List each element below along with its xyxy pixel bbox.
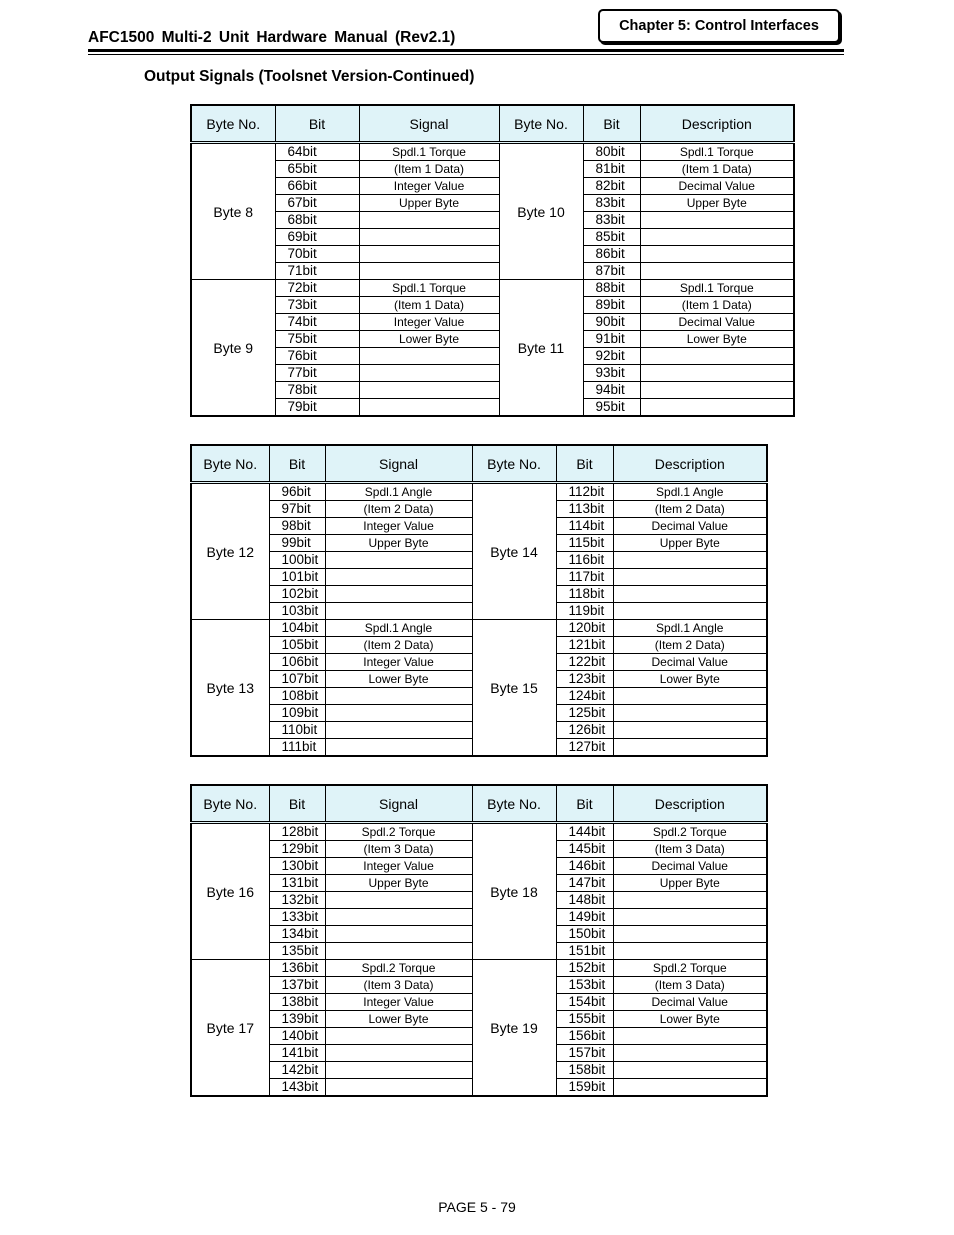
description-cell (640, 348, 794, 365)
description-cell (613, 909, 767, 926)
header-rule-thin (88, 54, 844, 55)
bit-cell: 121bit (556, 637, 613, 654)
bit-cell: 94bit (583, 382, 640, 399)
signal-cell: (Item 2 Data) (325, 637, 472, 654)
description-cell: Spdl.2 Torque (613, 960, 767, 977)
column-header: Description (613, 445, 767, 483)
signal-cell (325, 688, 472, 705)
bit-cell: 118bit (556, 586, 613, 603)
bit-cell: 138bit (269, 994, 325, 1011)
bit-cell: 109bit (269, 705, 325, 722)
bit-cell: 140bit (269, 1028, 325, 1045)
bit-cell: 97bit (269, 501, 325, 518)
column-header: Bit (269, 445, 325, 483)
bit-cell: 157bit (556, 1045, 613, 1062)
signal-cell (325, 1079, 472, 1097)
bit-cell: 149bit (556, 909, 613, 926)
signal-cell (325, 1045, 472, 1062)
byte-number-cell: Byte 16 (191, 823, 269, 960)
description-cell (613, 688, 767, 705)
bit-cell: 131bit (269, 875, 325, 892)
bit-cell: 150bit (556, 926, 613, 943)
table-row (191, 297, 794, 314)
bit-cell: 102bit (269, 586, 325, 603)
table-header-row (191, 445, 767, 483)
column-header: Byte No. (191, 445, 269, 483)
description-cell: (Item 2 Data) (613, 637, 767, 654)
bit-cell: 90bit (583, 314, 640, 331)
bit-cell: 74bit (275, 314, 359, 331)
column-header: Signal (325, 445, 472, 483)
description-cell (640, 365, 794, 382)
column-header: Bit (583, 105, 640, 143)
column-header: Signal (359, 105, 499, 143)
signal-cell: Upper Byte (325, 535, 472, 552)
description-cell (640, 212, 794, 229)
table-row (191, 143, 794, 161)
description-cell: Decimal Value (640, 178, 794, 195)
signal-cell (325, 943, 472, 960)
signal-cell: Upper Byte (359, 195, 499, 212)
bit-cell: 144bit (556, 823, 613, 841)
description-cell: (Item 1 Data) (640, 297, 794, 314)
signal-cell (325, 909, 472, 926)
bit-cell: 128bit (269, 823, 325, 841)
bit-cell: 158bit (556, 1062, 613, 1079)
bit-cell: 123bit (556, 671, 613, 688)
signal-cell: Integer Value (325, 858, 472, 875)
bit-cell: 122bit (556, 654, 613, 671)
table-row (191, 229, 794, 246)
bit-cell: 108bit (269, 688, 325, 705)
signal-cell: Spdl.1 Angle (325, 483, 472, 501)
byte-number-cell: Byte 9 (191, 280, 275, 417)
description-cell: Spdl.2 Torque (613, 823, 767, 841)
description-cell (640, 229, 794, 246)
signal-cell (359, 382, 499, 399)
description-cell: Decimal Value (613, 654, 767, 671)
signal-table (190, 784, 768, 1097)
bit-cell: 106bit (269, 654, 325, 671)
column-header: Bit (269, 785, 325, 823)
table-row (191, 620, 767, 637)
table-row (191, 365, 794, 382)
bit-cell: 82bit (583, 178, 640, 195)
description-cell (613, 892, 767, 909)
description-cell (613, 586, 767, 603)
description-cell (613, 603, 767, 620)
table-row (191, 823, 767, 841)
description-cell (640, 246, 794, 263)
bit-cell: 113bit (556, 501, 613, 518)
bit-cell: 133bit (269, 909, 325, 926)
signal-cell (325, 926, 472, 943)
description-cell (613, 552, 767, 569)
bit-cell: 146bit (556, 858, 613, 875)
bit-cell: 126bit (556, 722, 613, 739)
bit-cell: 88bit (583, 280, 640, 297)
bit-cell: 125bit (556, 705, 613, 722)
signal-cell (359, 399, 499, 417)
bit-cell: 117bit (556, 569, 613, 586)
signal-cell: (Item 1 Data) (359, 161, 499, 178)
bit-cell: 110bit (269, 722, 325, 739)
bit-cell: 100bit (269, 552, 325, 569)
bit-cell: 135bit (269, 943, 325, 960)
bit-cell: 96bit (269, 483, 325, 501)
signal-cell: Spdl.2 Torque (325, 823, 472, 841)
signal-table (190, 444, 768, 757)
bit-cell: 67bit (275, 195, 359, 212)
signal-cell: Upper Byte (325, 875, 472, 892)
table-row (191, 960, 767, 977)
page-number: PAGE 5 - 79 (438, 1199, 516, 1215)
byte-number-cell: Byte 19 (472, 960, 556, 1097)
bit-cell: 129bit (269, 841, 325, 858)
signal-cell (325, 1062, 472, 1079)
bit-cell: 134bit (269, 926, 325, 943)
column-header: Description (640, 105, 794, 143)
description-cell: Lower Byte (613, 1011, 767, 1028)
description-cell (613, 569, 767, 586)
byte-number-cell: Byte 18 (472, 823, 556, 960)
signal-cell (359, 229, 499, 246)
signal-cell (359, 365, 499, 382)
byte-number-cell: Byte 8 (191, 143, 275, 280)
description-cell (640, 382, 794, 399)
signal-cell (325, 722, 472, 739)
bit-cell: 127bit (556, 739, 613, 757)
signal-cell (325, 739, 472, 757)
table-row (191, 280, 794, 297)
chapter-label: Chapter 5: Control Interfaces (598, 9, 840, 43)
signal-cell (359, 246, 499, 263)
description-cell: (Item 2 Data) (613, 501, 767, 518)
column-header: Description (613, 785, 767, 823)
bit-cell: 153bit (556, 977, 613, 994)
document-title: AFC1500 Multi-2 Unit Hardware Manual (Rev2.1) (88, 29, 456, 46)
description-cell (640, 263, 794, 280)
column-header: Bit (275, 105, 359, 143)
description-cell (613, 1079, 767, 1097)
description-cell: Spdl.1 Torque (640, 280, 794, 297)
bit-cell: 89bit (583, 297, 640, 314)
description-cell: Upper Byte (613, 875, 767, 892)
bit-cell: 116bit (556, 552, 613, 569)
signal-cell: Spdl.1 Torque (359, 143, 499, 161)
bit-cell: 143bit (269, 1079, 325, 1097)
column-header: Byte No. (499, 105, 583, 143)
bit-cell: 85bit (583, 229, 640, 246)
bit-cell: 70bit (275, 246, 359, 263)
signal-cell (325, 569, 472, 586)
table-row (191, 331, 794, 348)
description-cell: (Item 3 Data) (613, 841, 767, 858)
bit-cell: 141bit (269, 1045, 325, 1062)
signal-cell: Integer Value (325, 518, 472, 535)
bit-cell: 147bit (556, 875, 613, 892)
bit-cell: 105bit (269, 637, 325, 654)
column-header: Signal (325, 785, 472, 823)
bit-cell: 72bit (275, 280, 359, 297)
description-cell: Spdl.1 Angle (613, 620, 767, 637)
bit-cell: 120bit (556, 620, 613, 637)
description-cell: Spdl.1 Torque (640, 143, 794, 161)
description-cell (613, 943, 767, 960)
table-header-row (191, 785, 767, 823)
signal-cell: Integer Value (325, 994, 472, 1011)
bit-cell: 79bit (275, 399, 359, 417)
byte-number-cell: Byte 12 (191, 483, 269, 620)
description-cell: Lower Byte (640, 331, 794, 348)
bit-cell: 156bit (556, 1028, 613, 1045)
bit-cell: 148bit (556, 892, 613, 909)
column-header: Byte No. (472, 785, 556, 823)
table-row (191, 178, 794, 195)
column-header: Bit (556, 445, 613, 483)
byte-number-cell: Byte 14 (472, 483, 556, 620)
signal-cell: (Item 1 Data) (359, 297, 499, 314)
bit-cell: 111bit (269, 739, 325, 757)
signal-cell: Lower Byte (359, 331, 499, 348)
bit-cell: 68bit (275, 212, 359, 229)
signal-cell (359, 212, 499, 229)
bit-cell: 151bit (556, 943, 613, 960)
bit-cell: 152bit (556, 960, 613, 977)
signal-cell: Lower Byte (325, 671, 472, 688)
table-row (191, 382, 794, 399)
description-cell: Spdl.1 Angle (613, 483, 767, 501)
bit-cell: 103bit (269, 603, 325, 620)
table-row (191, 399, 794, 417)
description-cell: Decimal Value (613, 518, 767, 535)
bit-cell: 119bit (556, 603, 613, 620)
bit-cell: 137bit (269, 977, 325, 994)
signal-cell (359, 263, 499, 280)
signal-cell: (Item 3 Data) (325, 977, 472, 994)
signal-table (190, 104, 795, 417)
signal-cell: Spdl.1 Torque (359, 280, 499, 297)
bit-cell: 130bit (269, 858, 325, 875)
description-cell (613, 739, 767, 757)
description-cell: Decimal Value (640, 314, 794, 331)
bit-cell: 101bit (269, 569, 325, 586)
bit-cell: 104bit (269, 620, 325, 637)
signal-cell: Spdl.1 Angle (325, 620, 472, 637)
bit-cell: 83bit (583, 195, 640, 212)
bit-cell: 136bit (269, 960, 325, 977)
bit-cell: 132bit (269, 892, 325, 909)
byte-number-cell: Byte 10 (499, 143, 583, 280)
signal-cell (359, 348, 499, 365)
signal-cell: (Item 2 Data) (325, 501, 472, 518)
bit-cell: 81bit (583, 161, 640, 178)
bit-cell: 159bit (556, 1079, 613, 1097)
bit-cell: 145bit (556, 841, 613, 858)
signal-cell: Lower Byte (325, 1011, 472, 1028)
byte-number-cell: Byte 11 (499, 280, 583, 417)
column-header: Byte No. (191, 785, 269, 823)
description-cell (613, 1062, 767, 1079)
bit-cell: 98bit (269, 518, 325, 535)
bit-cell: 64bit (275, 143, 359, 161)
signal-cell (325, 552, 472, 569)
byte-number-cell: Byte 15 (472, 620, 556, 757)
description-cell (613, 1028, 767, 1045)
table-row (191, 161, 794, 178)
description-cell: (Item 1 Data) (640, 161, 794, 178)
bit-cell: 142bit (269, 1062, 325, 1079)
description-cell: Decimal Value (613, 994, 767, 1011)
bit-cell: 139bit (269, 1011, 325, 1028)
column-header: Byte No. (191, 105, 275, 143)
table-row (191, 483, 767, 501)
bit-cell: 66bit (275, 178, 359, 195)
description-cell: Upper Byte (640, 195, 794, 212)
bit-cell: 115bit (556, 535, 613, 552)
table-row (191, 314, 794, 331)
description-cell (613, 705, 767, 722)
bit-cell: 91bit (583, 331, 640, 348)
signal-cell (325, 1028, 472, 1045)
signal-cell: Integer Value (359, 178, 499, 195)
bit-cell: 92bit (583, 348, 640, 365)
bit-cell: 65bit (275, 161, 359, 178)
bit-cell: 107bit (269, 671, 325, 688)
signal-cell: Integer Value (359, 314, 499, 331)
signal-cell (325, 705, 472, 722)
bit-cell: 71bit (275, 263, 359, 280)
table-row (191, 246, 794, 263)
bit-cell: 80bit (583, 143, 640, 161)
bit-cell: 87bit (583, 263, 640, 280)
byte-number-cell: Byte 17 (191, 960, 269, 1097)
bit-cell: 99bit (269, 535, 325, 552)
description-cell (613, 1045, 767, 1062)
description-cell (613, 926, 767, 943)
bit-cell: 155bit (556, 1011, 613, 1028)
bit-cell: 114bit (556, 518, 613, 535)
description-cell: (Item 3 Data) (613, 977, 767, 994)
description-cell: Lower Byte (613, 671, 767, 688)
signal-cell: (Item 3 Data) (325, 841, 472, 858)
table-row (191, 263, 794, 280)
description-cell (613, 722, 767, 739)
header-rule (88, 49, 844, 52)
signal-cell (325, 892, 472, 909)
bit-cell: 76bit (275, 348, 359, 365)
bit-cell: 69bit (275, 229, 359, 246)
signal-cell: Spdl.2 Torque (325, 960, 472, 977)
bit-cell: 124bit (556, 688, 613, 705)
bit-cell: 77bit (275, 365, 359, 382)
bit-cell: 154bit (556, 994, 613, 1011)
bit-cell: 95bit (583, 399, 640, 417)
bit-cell: 86bit (583, 246, 640, 263)
signal-cell (325, 586, 472, 603)
signal-cell: Integer Value (325, 654, 472, 671)
bit-cell: 78bit (275, 382, 359, 399)
bit-cell: 83bit (583, 212, 640, 229)
description-cell: Decimal Value (613, 858, 767, 875)
bit-cell: 73bit (275, 297, 359, 314)
section-title: Output Signals (Toolsnet Version-Continued) (144, 68, 475, 85)
column-header: Bit (556, 785, 613, 823)
table-row (191, 348, 794, 365)
description-cell: Upper Byte (613, 535, 767, 552)
table-row (191, 195, 794, 212)
byte-number-cell: Byte 13 (191, 620, 269, 757)
table-header-row (191, 105, 794, 143)
table-row (191, 212, 794, 229)
bit-cell: 112bit (556, 483, 613, 501)
description-cell (640, 399, 794, 417)
bit-cell: 75bit (275, 331, 359, 348)
column-header: Byte No. (472, 445, 556, 483)
signal-cell (325, 603, 472, 620)
bit-cell: 93bit (583, 365, 640, 382)
